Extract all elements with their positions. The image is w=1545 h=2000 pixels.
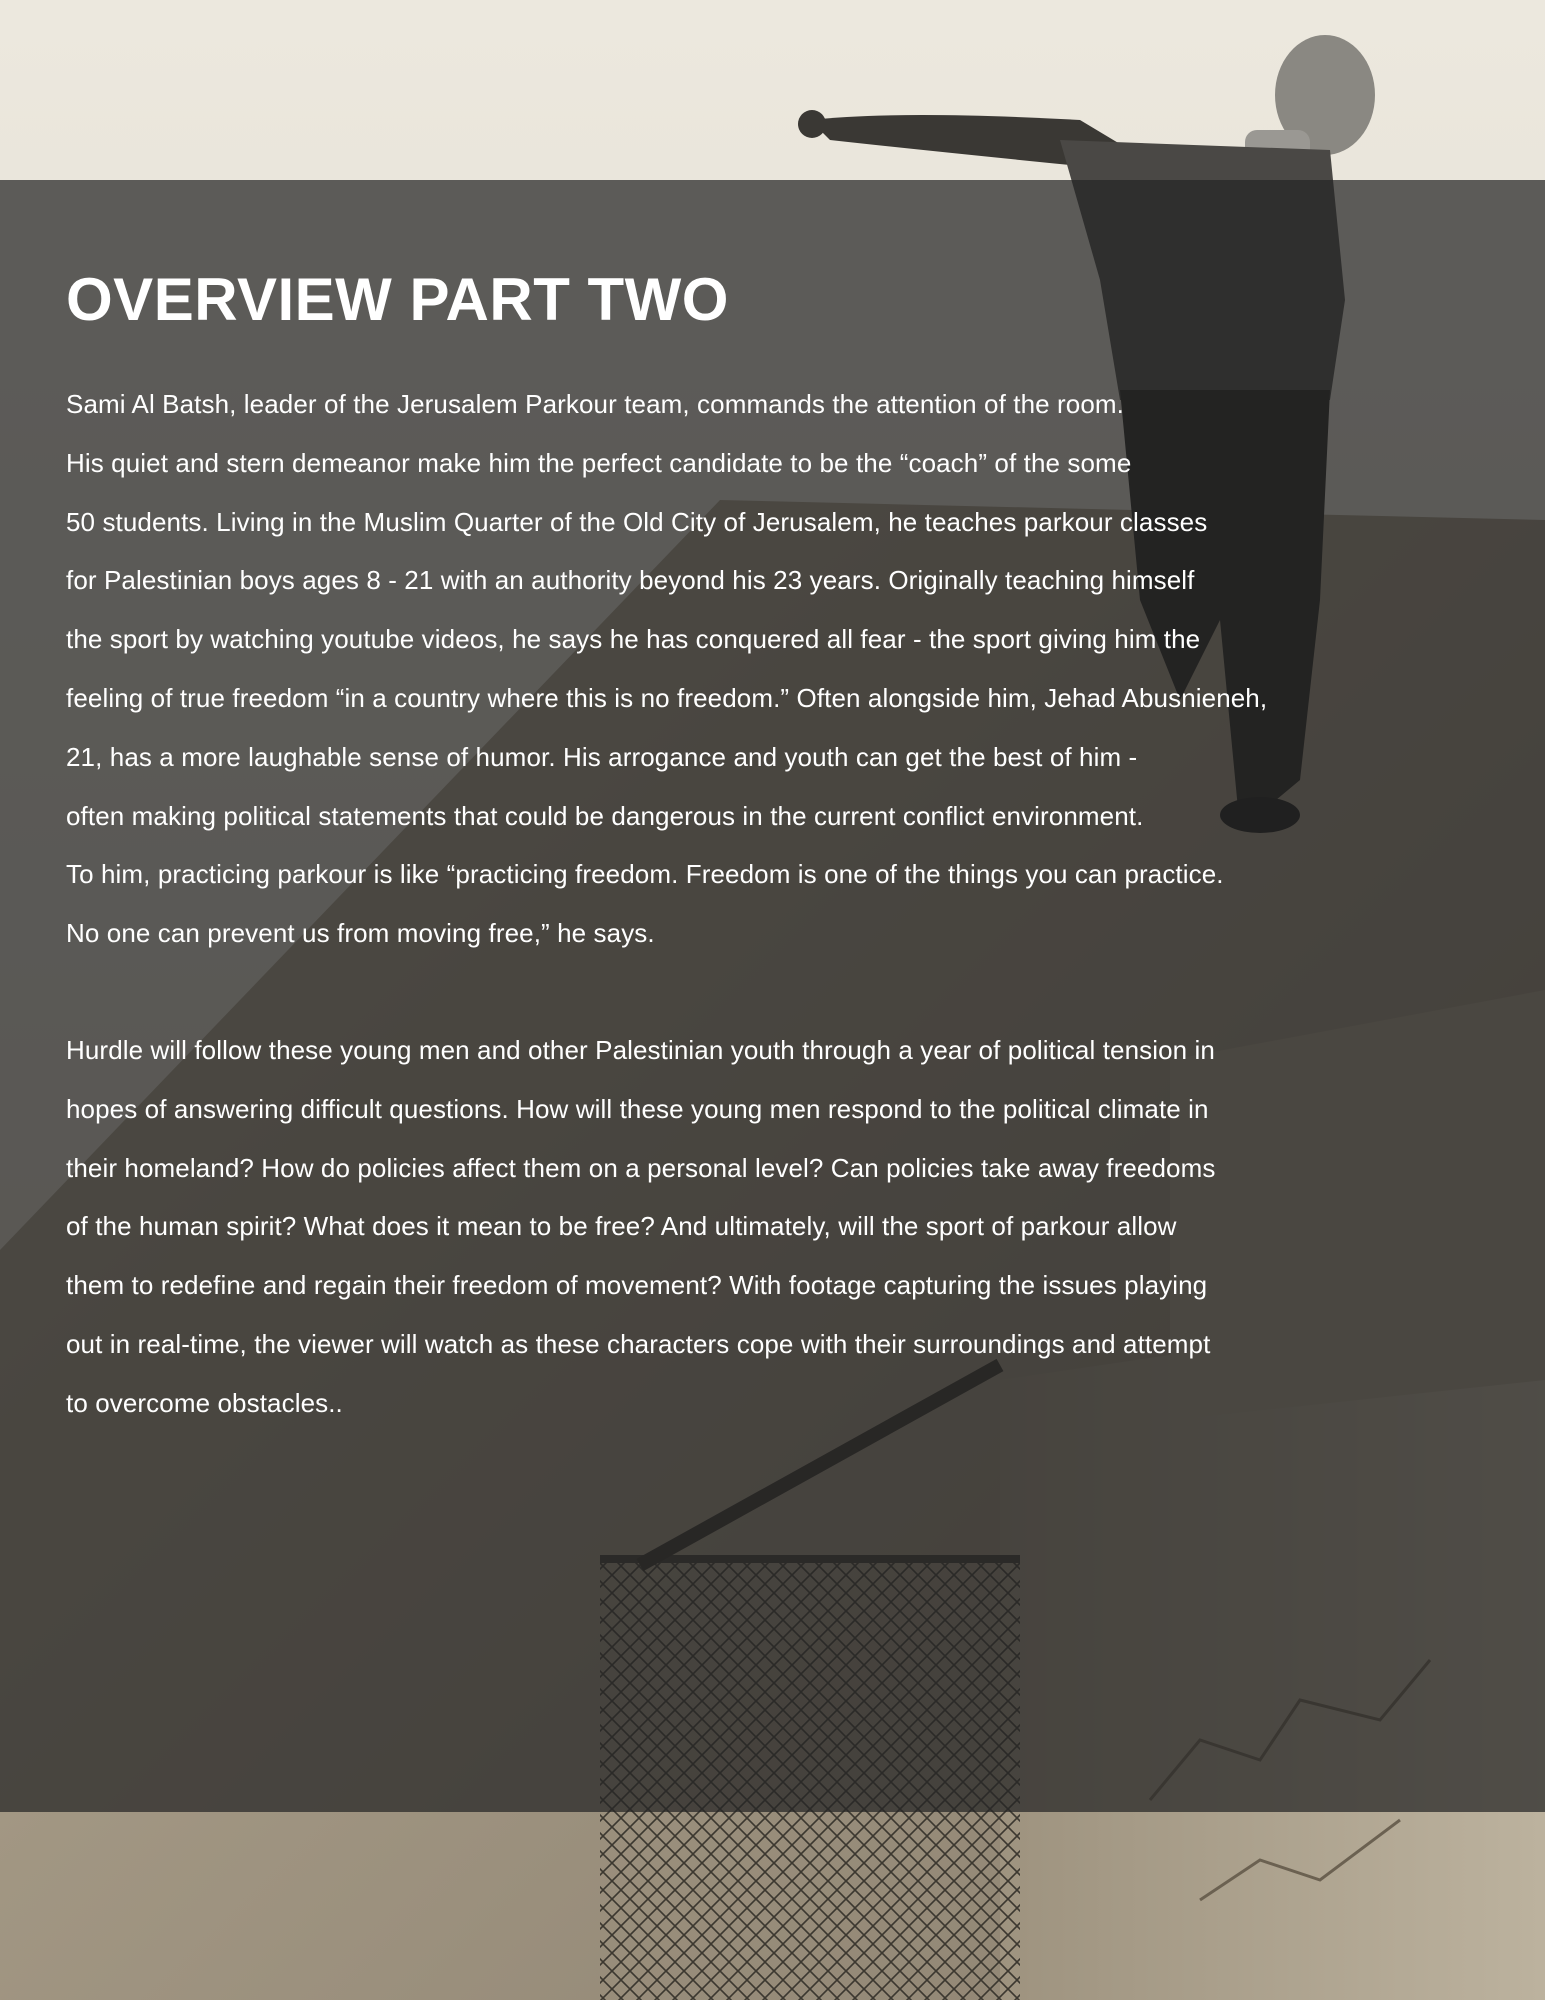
paragraph-gap: [66, 963, 1526, 1021]
text-line: hopes of answering difficult questions. How will these young men respond to the political climate in: [66, 1093, 1209, 1124]
text-line: the sport by watching youtube videos, he says he has conquered all fear - the sport giving him the: [66, 624, 1201, 655]
text-line: To him, practicing parkour is like “practicing freedom. Freedom is one of the things you can practice.: [66, 859, 1224, 890]
page-title: OVERVIEW PART TWO: [66, 266, 729, 333]
text-line: His quiet and stern demeanor make him the perfect candidate to be the “coach” of the some: [66, 447, 1132, 478]
text-line: their homeland? How do policies affect them on a personal level? Can policies take away freedoms: [66, 1152, 1216, 1183]
paragraph-hurdle: [66, 1021, 1526, 1433]
text-line: them to redefine and regain their freedom of movement? With footage capturing the issues playing: [66, 1270, 1208, 1301]
overview-content: [66, 255, 1526, 1433]
text-line: No one can prevent us from moving free,” he says.: [66, 918, 655, 949]
paragraph-intro: [66, 375, 1526, 963]
text-line: 50 students. Living in the Muslim Quarter of the Old City of Jerusalem, he teaches parkour classes: [66, 506, 1208, 537]
text-line: Hurdle will follow these young men and other Palestinian youth through a year of political tension in: [66, 1034, 1215, 1065]
text-line: to overcome obstacles..: [66, 1387, 343, 1418]
text-line: often making political statements that could be dangerous in the current conflict environment.: [66, 800, 1144, 831]
text-line: 21, has a more laughable sense of humor. His arrogance and youth can get the best of him -: [66, 741, 1138, 772]
text-line: out in real-time, the viewer will watch as these characters cope with their surroundings and attempt: [66, 1328, 1211, 1359]
text-line: feeling of true freedom “in a country where this is no freedom.” Often alongside him, Jehad Abusnieneh,: [66, 682, 1268, 713]
text-line: Sami Al Batsh, leader of the Jerusalem Parkour team, commands the attention of the room.: [66, 389, 1124, 419]
text-line: of the human spirit? What does it mean to be free? And ultimately, will the sport of parkour allow: [66, 1211, 1177, 1242]
text-line: for Palestinian boys ages 8 - 21 with an authority beyond his 23 years. Originally teaching himself: [66, 565, 1195, 596]
